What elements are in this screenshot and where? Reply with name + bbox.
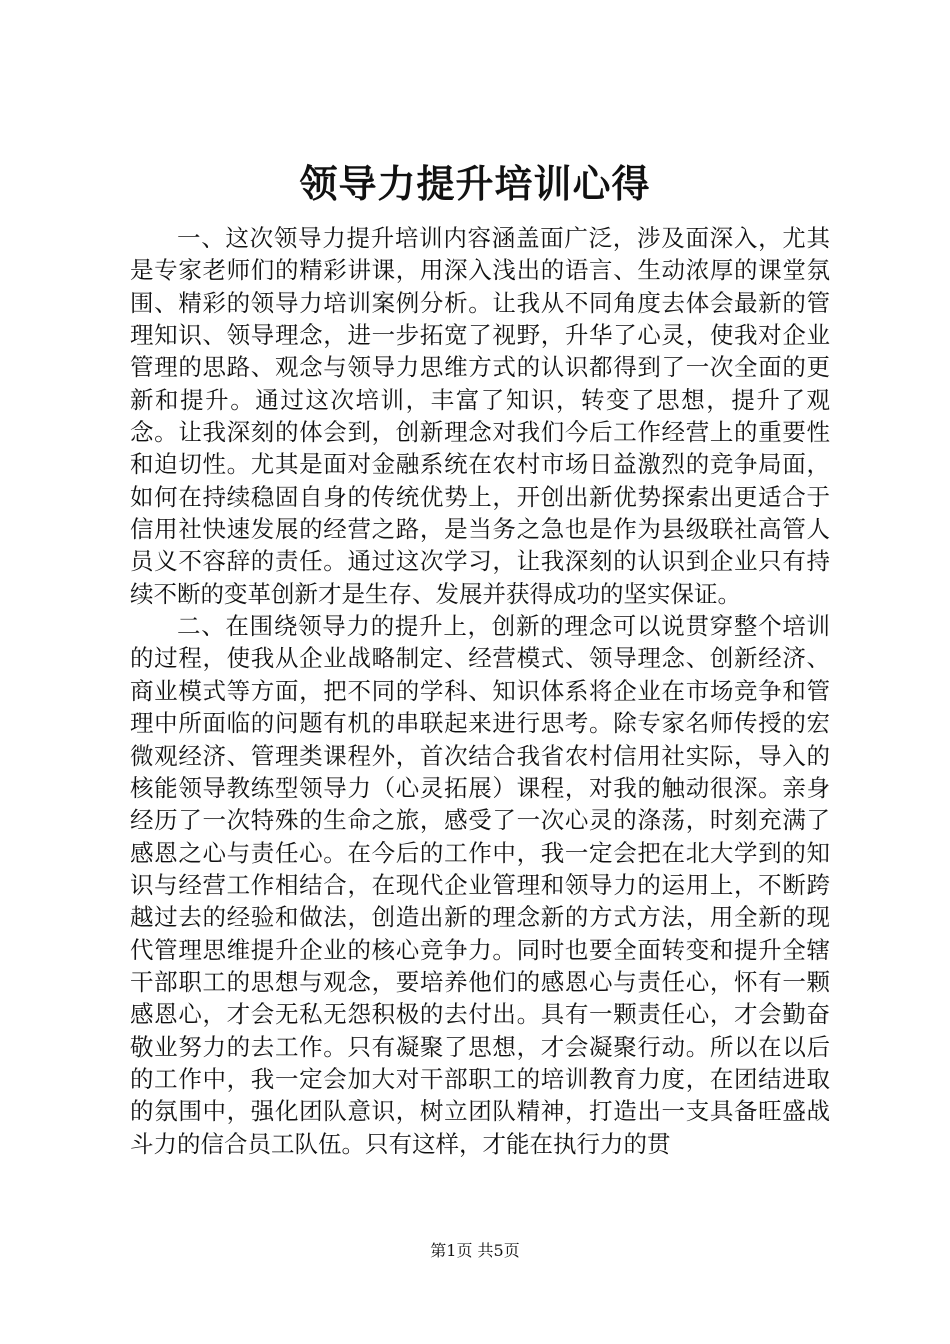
- document-title: 领导力提升培训心得: [299, 161, 651, 206]
- paragraph-2: 二、在围绕领导力的提升上，创新的理念可以说贯穿整个培训的过程，使我从企业战略制定、经营模式、领导理念、创新经济、商业模式等方面，把不同的学科、知识体系将企业在市场竞争和管理中所面临的问题有机的串联起来进行思考。除专家名师传授的宏微观经济、管理类课程外，首次结合我省农村信用社实际，导入的核能领导教练型领导力（心灵拓展）课程，对我的触动很深。亲身经历了一次特殊的生命之旅，感受了一次心灵的涤荡，时刻充满了感恩之心与责任心。在今后的工作中，我一定会把在北大学到的知识与经营工作相结合，在现代企业管理和领导力的运用上，不断跨越过去的经验和做法，创造出新的理念新的方式方法，用全新的现代管理思维提升企业的核心竞争力。同时也要全面转变和提升全辖干部职工的思想与观念，要培养他们的感恩心与责任心，怀有一颗感恩心，才会无私无怨积极的去付出。具有一颗责任心，才会勤奋敬业努力的去工作。只有凝聚了思想，才会凝聚行动。所以在以后的工作中，我一定会加大对干部职工的培训教育力度，在团结进取的氛围中，强化团队意识，树立团队精神，打造出一支具备旺盛战斗力的信合员工队伍。只有这样，才能在执行力的贯: [130, 612, 830, 1158]
- page-footer: 第1页 共5页: [430, 1241, 520, 1260]
- document-body: [130, 222, 830, 1160]
- paragraph-1: 一、这次领导力提升培训内容涵盖面广泛，涉及面深入，尤其是专家老师们的精彩讲课，用深入浅出的语言、生动浓厚的课堂氛围、精彩的领导力培训案例分析。让我从不同角度去体会最新的管理知识、领导理念，进一步拓宽了视野，升华了心灵，使我对企业管理的思路、观念与领导力思维方式的认识都得到了一次全面的更新和提升。通过这次培训，丰富了知识，转变了思想，提升了观念。让我深刻的体会到，创新理念对我们今后工作经营上的重要性和迫切性。尤其是面对金融系统在农村市场日益激烈的竞争局面，如何在持续稳固自身的传统优势上，开创出新优势探索出更适合于信用社快速发展的经营之路，是当务之急也是作为县级联社高管人员义不容辞的责任。通过这次学习，让我深刻的认识到企业只有持续不断的变革创新才是生存、发展并获得成功的坚实保证。: [130, 224, 830, 608]
